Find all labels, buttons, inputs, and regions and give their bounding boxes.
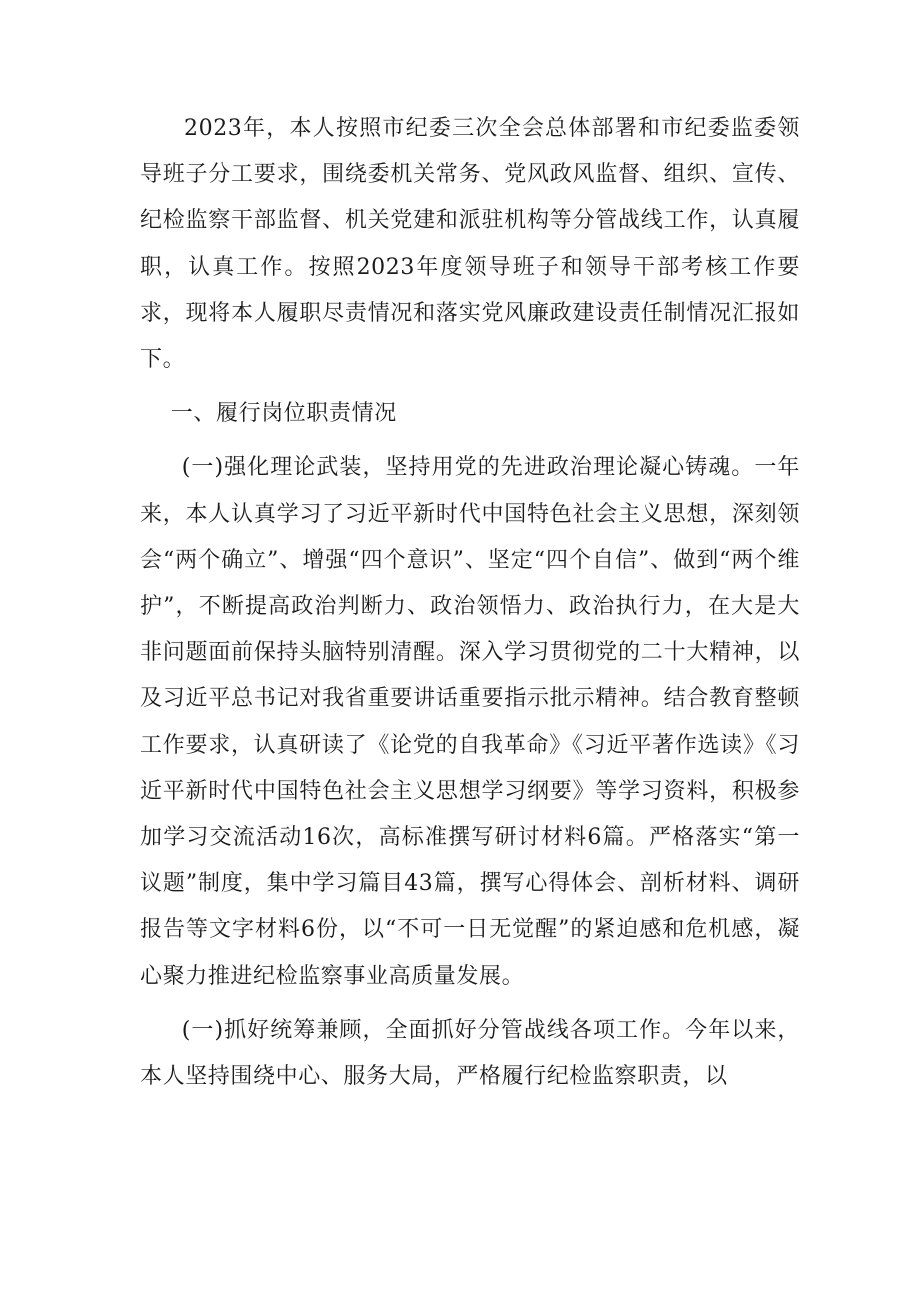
subsection-paragraph-2: (一)抓好统筹兼顾，全面抓好分管战线各项工作。今年以来，本人坚持围绕中心、服务大局，严格履行纪检监察职责，以 [140,1017,800,1090]
section-heading: 一、履行岗位职责情况 [170,401,397,427]
document-body [140,106,800,1100]
subsection-paragraph-1: (一)强化理论武装，坚持用党的先进政治理论凝心铸魂。一年来，本人认真学习了习近平新时代中国特色社会主义思想，深刻领会“两个确立”、增强“四个意识”、坚定“四个自信”、做到“两个维护”，不断提高政治判断力、政治领悟力、政治执行力，在大是大非问题面前保持头脑特别清醒。深入学习贯彻党的二十大精神，以及习近平总书记对我省重要讲话重要指示批示精神。结合教育整顿工作要求，认真研读了《论党的自我革命》《习近平著作选读》《习近平新时代中国特色社会主义思想学习纲要》等学习资料，积极参加学习交流活动16次，高标准撰写研讨材料6篇。严格落实“第一议题”制度，集中学习篇目43篇，撰写心得体会、剖析材料、调研报告等文字材料6份，以“不可一日无觉醒”的紧迫感和危机感，凝心聚力推进纪检监察事业高质量发展。 [140,455,800,989]
intro-paragraph: 2023年，本人按照市纪委三次全会总体部署和市纪委监委领导班子分工要求，围绕委机关常务、党风政风监督、组织、宣传、纪检监察干部监督、机关党建和派驻机构等分管战线工作，认真履职，认真工作。按照2023年度领导班子和领导干部考核工作要求，现将本人履职尽责情况和落实党风廉政建设责任制情况汇报如下。 [140,116,800,373]
